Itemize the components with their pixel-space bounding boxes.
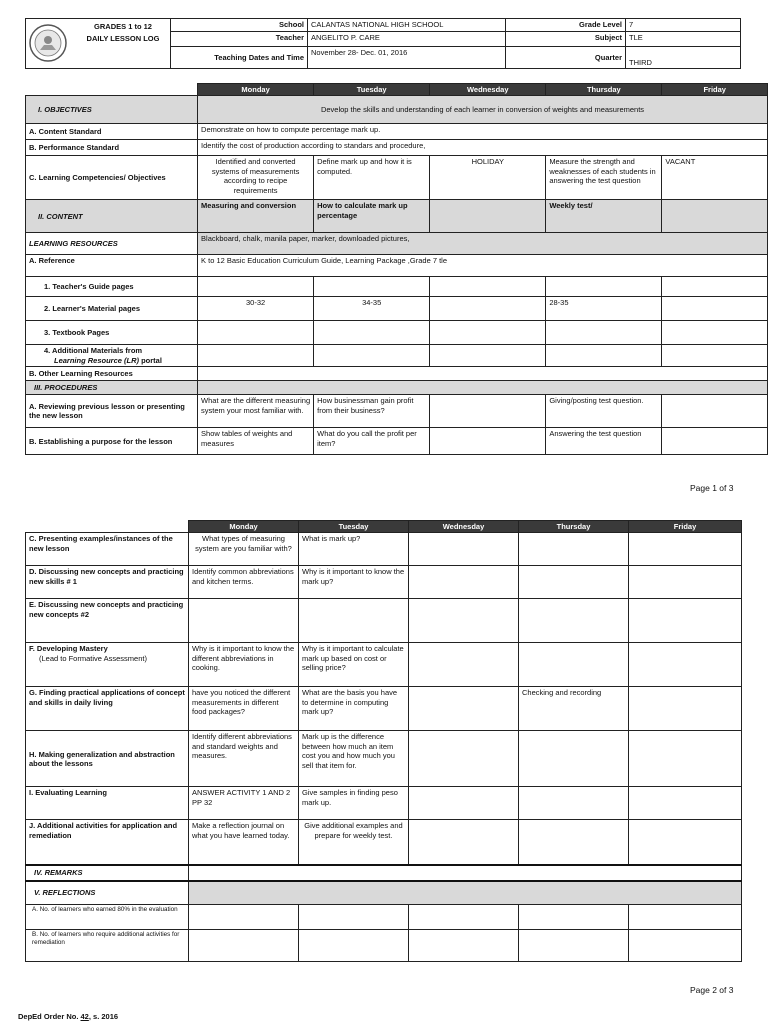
purpose-tuesday: What do you call the profit per item? (314, 428, 430, 455)
purpose-label: B. Establishing a purpose for the lesson (26, 428, 198, 455)
row-i-monday: ANSWER ACTIVITY 1 AND 2 PP 32 (189, 787, 299, 820)
row-j-monday: Make a reflection journal on what you have learned today. (189, 820, 299, 865)
row-c-tuesday: What is mark up? (299, 533, 409, 566)
row-f-tuesday: Why is it important to calculate mark up based on cost or selling price? (299, 643, 409, 687)
row-i-label: I. Evaluating Learning (26, 787, 189, 820)
row-i-wednesday (409, 787, 519, 820)
row-c-friday (629, 533, 742, 566)
row-h-thursday (519, 731, 629, 787)
lm-monday: 30-32 (198, 297, 314, 321)
competency-friday: VACANT (662, 156, 768, 200)
row-c-label: C. Presenting examples/instances of the new lesson (26, 533, 189, 566)
teacher-value: ANGELITO P. CARE (308, 32, 506, 47)
competencies-label: C. Learning Competencies/ Objectives (26, 156, 198, 200)
subject-label: Subject (506, 32, 626, 47)
day-thursday: Thursday (546, 84, 662, 96)
quarter-value: THIRD (626, 47, 741, 69)
reviewing-thursday: Giving/posting test question. (546, 395, 662, 428)
additional-label: 4. Additional Materials from Learning Resource (LR) portal (26, 345, 198, 367)
row-c-monday: What types of measuring system are you familiar with? (189, 533, 299, 566)
grades-label: GRADES 1 to 12 (94, 22, 152, 31)
reflections-label: V. REFLECTIONS (26, 881, 189, 905)
competency-monday: Identified and converted systems of measurements according to recipe requirements (198, 156, 314, 200)
row-j-label: J. Additional activities for application and remediation (26, 820, 189, 865)
procedures-label: III. PROCEDURES (26, 381, 198, 395)
reference-value: K to 12 Basic Education Curriculum Guide, Learning Package ,Grade 7 tle (198, 255, 768, 277)
row-e-friday (629, 599, 742, 643)
row-h-tuesday: Mark up is the difference between how much an item cost you and how much you sell that item for. (299, 731, 409, 787)
purpose-monday: Show tables of weights and measures (198, 428, 314, 455)
lm-wednesday (430, 297, 546, 321)
grade-level-value: 7 (626, 19, 741, 32)
row-h-monday: Identify different abbreviations and standard weights and measures. (189, 731, 299, 787)
content-label: II. CONTENT (26, 200, 198, 233)
purpose-friday (662, 428, 768, 455)
row-g-friday (629, 687, 742, 731)
row-j-tuesday: Give additional examples and prepare for weekly test. (299, 820, 409, 865)
dates-label: Teaching Dates and Time (171, 47, 308, 69)
content-tuesday: How to calculate mark up percentage (314, 200, 430, 233)
school-label: School (171, 19, 308, 32)
row-j-friday (629, 820, 742, 865)
objectives-value: Develop the skills and understanding of each learner in conversion of weights and measurements (198, 96, 768, 124)
row-e-label: E. Discussing new concepts and practicing new concepts #2 (26, 599, 189, 643)
performance-standard-value: Identify the cost of production according to standars and procedure, (198, 140, 768, 156)
row-i-tuesday: Give samples in finding peso mark up. (299, 787, 409, 820)
content-wednesday (430, 200, 546, 233)
competency-wednesday: HOLIDAY (430, 156, 546, 200)
row-d-monday: Identify common abbreviations and kitchen terms. (189, 566, 299, 599)
deped-order: DepEd Order No. 42, s. 2016 (18, 1012, 119, 1021)
row-j-thursday (519, 820, 629, 865)
teacher-label: Teacher (171, 32, 308, 47)
reviewing-monday: What are the different measuring system your most familiar with. (198, 395, 314, 428)
deped-seal-icon (28, 23, 68, 63)
row-f-wednesday (409, 643, 519, 687)
row-c-thursday (519, 533, 629, 566)
page1-number: Page 1 of 3 (690, 483, 734, 493)
content-monday: Measuring and conversion (198, 200, 314, 233)
page2-table (25, 520, 742, 962)
row-f-label: F. Developing Mastery (Lead to Formative Assessment) (26, 643, 189, 687)
reviewing-friday (662, 395, 768, 428)
competency-thursday: Measure the strength and weaknesses of each students in answering the test question (546, 156, 662, 200)
content-standard-value: Demonstrate on how to compute percentage mark up. (198, 124, 768, 140)
page2-block (25, 520, 742, 962)
remarks-label: IV. REMARKS (26, 865, 189, 881)
row-i-friday (629, 787, 742, 820)
row-d-tuesday: Why is it important to know the mark up? (299, 566, 409, 599)
log-title: DAILY LESSON LOG (86, 34, 160, 44)
reviewing-wednesday (430, 395, 546, 428)
lm-label: 2. Learner's Material pages (26, 297, 198, 321)
page1-block (25, 83, 768, 455)
row-g-wednesday (409, 687, 519, 731)
row-h-friday (629, 731, 742, 787)
header-table (25, 18, 741, 69)
content-friday (662, 200, 768, 233)
other-resources-label: B. Other Learning Resources (26, 367, 198, 381)
performance-standard-label: B. Performance Standard (26, 140, 198, 156)
row-j-wednesday (409, 820, 519, 865)
row-g-tuesday: What are the basis you have to determine in computing mark up? (299, 687, 409, 731)
lm-thursday: 28-35 (546, 297, 662, 321)
page2-number: Page 2 of 3 (690, 985, 734, 995)
school-value: CALANTAS NATIONAL HIGH SCHOOL (308, 19, 506, 32)
lm-tuesday: 34-35 (314, 297, 430, 321)
day-wednesday: Wednesday (430, 84, 546, 96)
header-block (25, 18, 741, 69)
row-i-thursday (519, 787, 629, 820)
objectives-label: I. OBJECTIVES (26, 96, 198, 124)
day-wednesday: Wednesday (409, 521, 519, 533)
logo-cell (26, 19, 171, 69)
grade-level-label: Grade Level (506, 19, 626, 32)
day-tuesday: Tuesday (299, 521, 409, 533)
row-d-thursday (519, 566, 629, 599)
resources-label: LEARNING RESOURCES (26, 233, 198, 255)
reviewing-tuesday: How businessman gain profit from their business? (314, 395, 430, 428)
row-h-wednesday (409, 731, 519, 787)
reviewing-label: A. Reviewing previous lesson or presenting the new lesson (26, 395, 198, 428)
day-friday: Friday (662, 84, 768, 96)
row-e-tuesday (299, 599, 409, 643)
row-e-monday (189, 599, 299, 643)
refl-b-label: B. No. of learners who require additional activities for remediation (26, 930, 189, 962)
day-monday: Monday (189, 521, 299, 533)
textbook-label: 3. Textbook Pages (26, 321, 198, 345)
day-monday: Monday (198, 84, 314, 96)
tg-label: 1. Teacher's Guide pages (26, 277, 198, 297)
content-standard-label: A. Content Standard (26, 124, 198, 140)
row-g-label: G. Finding practical applications of concept and skills in daily living (26, 687, 189, 731)
row-d-wednesday (409, 566, 519, 599)
reference-label: A. Reference (26, 255, 198, 277)
lm-friday (662, 297, 768, 321)
row-f-thursday (519, 643, 629, 687)
row-e-wednesday (409, 599, 519, 643)
row-d-label: D. Discussing new concepts and practicing new skills # 1 (26, 566, 189, 599)
content-thursday: Weekly test/ (546, 200, 662, 233)
day-thursday: Thursday (519, 521, 629, 533)
page1-table (25, 83, 768, 455)
competency-tuesday: Define mark up and how it is computed. (314, 156, 430, 200)
row-f-friday (629, 643, 742, 687)
subject-value: TLE (626, 32, 741, 47)
row-c-wednesday (409, 533, 519, 566)
dates-value: November 28- Dec. 01, 2016 (308, 47, 506, 69)
refl-a-label: A. No. of learners who earned 80% in the evaluation (26, 905, 189, 930)
row-f-monday: Why is it important to know the different abbreviations in cooking. (189, 643, 299, 687)
row-g-thursday: Checking and recording (519, 687, 629, 731)
row-d-friday (629, 566, 742, 599)
quarter-label: Quarter (506, 47, 626, 69)
day-friday: Friday (629, 521, 742, 533)
purpose-wednesday (430, 428, 546, 455)
row-g-monday: have you noticed the different measurements in different food packages? (189, 687, 299, 731)
row-h-label: H. Making generalization and abstraction about the lessons (26, 731, 189, 787)
purpose-thursday: Answering the test question (546, 428, 662, 455)
resources-value: Blackboard, chalk, manila paper, marker, downloaded pictures, (198, 233, 768, 255)
day-tuesday: Tuesday (314, 84, 430, 96)
row-e-thursday (519, 599, 629, 643)
